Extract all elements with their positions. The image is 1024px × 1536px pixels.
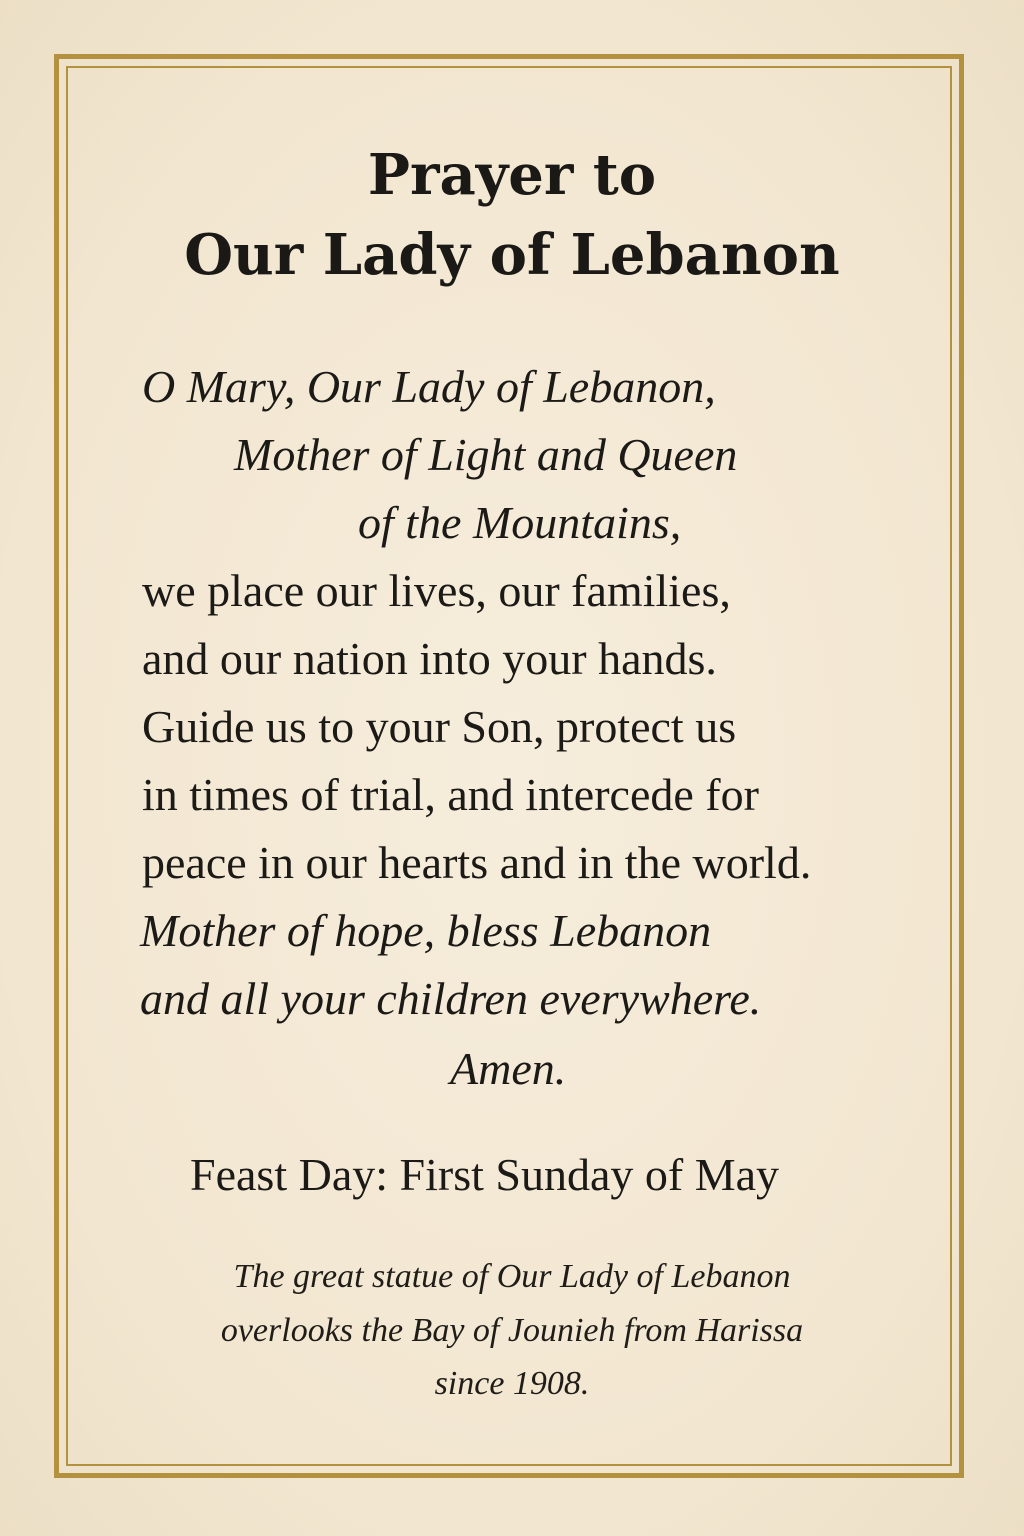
prayer-line: and our nation into your hands. [142, 633, 717, 684]
prayer-line: we place our lives, our families, [142, 565, 731, 616]
prayer-line: O Mary, Our Lady of Lebanon, [142, 361, 716, 412]
note-line: overlooks the Bay of Jounieh from Harissa [220, 1312, 804, 1349]
prayer-amen: Amen. [450, 1043, 567, 1094]
note-line: The great statue of Our Lady of Lebanon [233, 1258, 791, 1295]
prayer-line: peace in our hearts and in the world. [142, 837, 812, 888]
prayer-line: in times of trial, and intercede for [142, 769, 759, 820]
prayer-line: Mother of Light and Queen [234, 429, 738, 480]
title-line-2: Our Lady of Lebanon [184, 222, 840, 288]
title-line-1: Prayer to [367, 142, 657, 208]
prayer-line: Guide us to your Son, protect us [142, 701, 737, 752]
prayer-line: and all your children everywhere. [140, 973, 762, 1024]
prayer-line: Mother of hope, bless Lebanon [140, 905, 712, 956]
prayer-line: of the Mountains, [358, 497, 682, 548]
note-line: since 1908. [434, 1365, 590, 1402]
feast-day: Feast Day: First Sunday of May [190, 1149, 780, 1200]
